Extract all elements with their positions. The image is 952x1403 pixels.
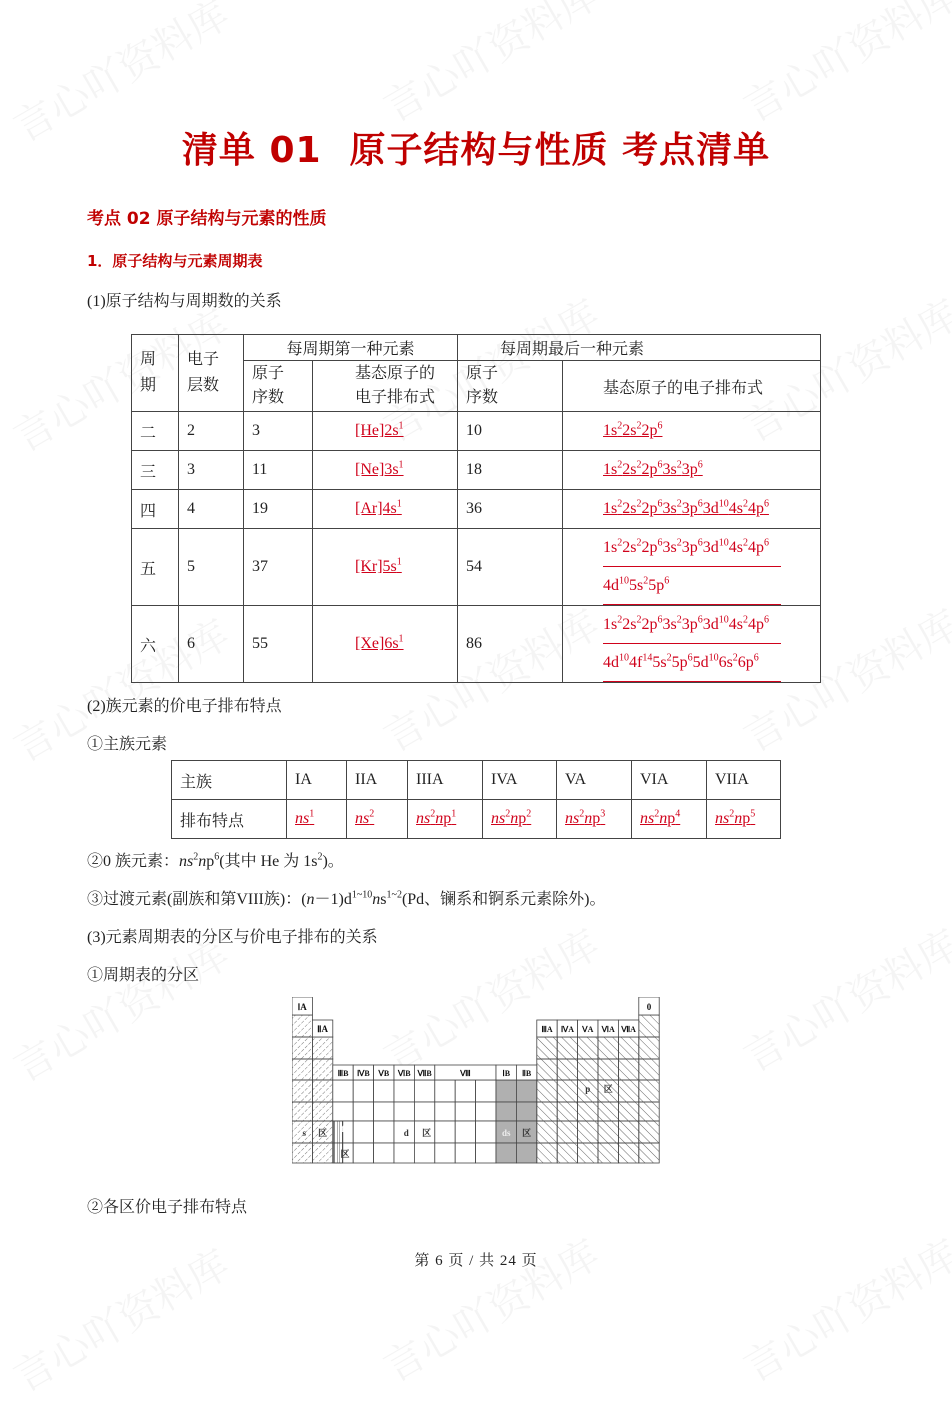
p-block-cell [598,1037,618,1059]
cell-first-config [313,529,458,606]
p-block-cell [639,1037,659,1059]
last-config-line: $1s^22s^22p^63s^23p^63d^{10}4s^24p^6$ [603,606,781,644]
group-label-0: 0 [646,1002,652,1012]
group-label-b: ⅤB [378,1069,390,1078]
group-label-IIA: ⅡA [317,1024,329,1034]
p-block-cell [639,1121,659,1143]
first-config: $[Ne]3s^1$ [355,459,404,478]
group-config: $ns^2$ [347,800,408,839]
ds-block-cell [516,1102,536,1121]
d-block-cell [455,1102,475,1121]
cell-last-z: 86 [458,606,563,683]
group-header: IA [287,761,347,800]
group-header: VIIA [707,761,781,800]
cell-first-config [313,606,458,683]
watermark [732,914,952,1083]
cell-last-config [563,606,821,683]
p-block-cell [639,1059,659,1080]
table-row [132,606,821,683]
d-block-cell [476,1121,496,1143]
cell-shells: 2 [179,412,244,451]
s-block-cell [312,1059,332,1080]
p-block-cell [557,1037,577,1059]
group-config: $ns^2np^4$ [632,800,707,839]
group-label-IA: ⅠA [297,1002,307,1012]
ds-block-cell [516,1080,536,1102]
cell-first-z: 37 [244,529,313,606]
d-block-cell [374,1121,394,1143]
s-block-cell [312,1102,332,1121]
cell-first-config [313,451,458,490]
zone-label: 区 [522,1128,532,1138]
group-label-b: ⅣB [357,1069,370,1078]
last-config-line: $1s^22s^22p^6$ [603,420,663,439]
p-block-cell [578,1143,598,1163]
p-block-cell [557,1121,577,1143]
p-block-cell [557,1059,577,1080]
table-row [132,490,821,529]
p-block-cell [618,1121,638,1143]
p-block-cell [578,1102,598,1121]
cell-period: 六 [132,606,179,683]
cell-period: 三 [132,451,179,490]
header-first-element: 每周期第一种元素 [244,335,458,361]
cell-last-z: 36 [458,490,563,529]
cell-last-config [563,412,821,451]
paragraph-transition: ③过渡元素(副族和第VIII族)：$(n-1)d^{1\sim 10}ns^{1\sim 2}(Pd$、镧系和锕系元素除外)。 [87,889,606,908]
d-block-cell [333,1102,353,1121]
zone-label: 区 [340,1149,350,1159]
first-config: $[Xe]6s^1$ [355,633,404,652]
s-block-cell [292,1037,312,1059]
p-block-cell [578,1059,598,1080]
cell-first-z: 11 [244,451,313,490]
p-block-cell [598,1059,618,1080]
group-header: VIA [632,761,707,800]
d-block-cell [374,1102,394,1121]
s-block-cell [292,1143,312,1163]
cell-shells: 6 [179,606,244,683]
row-label-config: 排布特点 [172,800,287,839]
section-heading: 考点 02 原子结构与元素的性质 [87,209,327,229]
group-config: $ns^2np^3$ [557,800,632,839]
page-title [0,122,952,173]
periodic-table-blocks-diagram [292,997,662,1165]
d-block-cell [374,1143,394,1163]
cell-first-z: 3 [244,412,313,451]
header-z-first: 原子序数 [244,361,313,412]
d-block-cell [394,1080,414,1102]
cell-first-config [313,490,458,529]
group-config: $ns^1$ [287,800,347,839]
ds-block-cell [516,1143,536,1163]
block-label-ds: ds [501,1128,511,1138]
p-block-cell [557,1080,577,1102]
zone-label: 区 [422,1128,432,1138]
paragraph: (2)族元素的价电子排布特点 [87,698,282,715]
p-block-cell [618,1102,638,1121]
s-block-cell [292,1059,312,1080]
watermark [372,0,608,133]
d-block-cell [353,1143,373,1163]
d-block-cell [476,1102,496,1121]
group-header: IIA [347,761,408,800]
group-config: $ns^2np^5$ [707,800,781,839]
block-label-s: s [302,1128,306,1138]
p-block-cell [598,1102,618,1121]
p-block-cell [618,1143,638,1163]
p-block-cell [598,1121,618,1143]
period-table [131,334,821,683]
title-part2: 原子结构与性质 考点清单 [349,130,771,171]
s-block-cell [292,1015,312,1037]
subsection-heading: 1．原子结构与元素周期表 [87,252,263,270]
d-block-cell [455,1143,475,1163]
ds-block-cell [496,1080,516,1102]
ds-block-cell [496,1143,516,1163]
p-block-cell [618,1037,638,1059]
s-block-cell [292,1080,312,1102]
header-period: 周期 [132,335,179,412]
group-label-a: ⅣA [560,1025,574,1034]
block-label-d: d [403,1128,409,1138]
group-label-a: ⅤA [582,1025,594,1034]
paragraph: (1)原子结构与周期数的关系 [87,293,282,310]
first-config: $[Ar]4s^1$ [355,498,402,517]
group-label-b: ⅦB [417,1069,432,1078]
p-block-cell [537,1121,557,1143]
group-label-a: ⅦA [621,1025,636,1034]
p-block-cell [598,1143,618,1163]
s-block-cell [312,1080,332,1102]
first-config: $[He]2s^1$ [355,420,404,439]
p-block-cell [639,1015,659,1037]
p-block-cell [557,1143,577,1163]
header-z-last: 原子序数 [458,361,563,412]
p-block-cell [639,1080,659,1102]
cell-period: 五 [132,529,179,606]
header-config-first: 基态原子的电子排布式 [313,361,458,412]
block-label-f: f [341,1124,345,1134]
d-block-cell [455,1121,475,1143]
cell-last-z: 54 [458,529,563,606]
paragraph: (3)元素周期表的分区与价电子排布的关系 [87,929,378,946]
last-config-line: $1s^22s^22p^63s^23p^6$ [603,459,703,478]
d-block-cell [353,1102,373,1121]
d-block-cell [353,1080,373,1102]
group-config: $ns^2np^2$ [483,800,557,839]
watermark [2,924,238,1093]
group-label-a: ⅥA [601,1025,615,1034]
ds-block-cell [496,1102,516,1121]
cell-last-z: 10 [458,412,563,451]
d-block-cell [435,1080,455,1102]
p-block-cell [557,1102,577,1121]
d-block-cell [414,1080,434,1102]
s-block-cell [292,1102,312,1121]
block-label-p: p [585,1084,591,1094]
cell-shells: 3 [179,451,244,490]
last-config-line: $4d^{10}5s^25p^6$ [603,567,781,605]
d-block-cell [333,1080,353,1102]
cell-first-z: 55 [244,606,313,683]
paragraph: ①周期表的分区 [87,967,200,984]
title-part1: 清单 01 [181,130,322,171]
paragraph: ①主族元素 [87,736,168,753]
group-label-b: Ⅷ [460,1069,471,1078]
group-label-b: ⅠB [502,1069,511,1078]
cell-last-z: 18 [458,451,563,490]
first-config: $[Kr]5s^1$ [355,556,402,575]
table-row [132,529,821,606]
cell-last-config [563,451,821,490]
group-label-b: ⅥB [397,1069,411,1078]
p-block-cell [618,1080,638,1102]
d-block-cell [435,1102,455,1121]
d-block-cell [394,1102,414,1121]
cell-first-z: 19 [244,490,313,529]
p-block-cell [578,1121,598,1143]
watermark [732,0,952,133]
d-block-cell [414,1143,434,1163]
d-block-cell [435,1143,455,1163]
cell-last-config [563,529,821,606]
zone-label: 区 [603,1084,613,1094]
p-block-cell [618,1059,638,1080]
group-label-b: ⅢB [337,1069,349,1078]
cell-last-config [563,490,821,529]
cell-period: 二 [132,412,179,451]
main-group-table [171,760,781,839]
cell-period: 四 [132,490,179,529]
d-block-cell [435,1121,455,1143]
table-row [132,451,821,490]
s-block-cell [312,1037,332,1059]
last-config-line: $1s^22s^22p^63s^23p^63d^{10}4s^24p^6$ [603,498,769,517]
p-block-cell [578,1037,598,1059]
group-header: IIIA [408,761,483,800]
paragraph: ②各区价电子排布特点 [87,1199,248,1216]
p-block-cell [639,1102,659,1121]
s-block-cell [312,1143,332,1163]
group-header: VA [557,761,632,800]
last-config-line: $1s^22s^22p^63s^23p^63d^{10}4s^24p^6$ [603,529,781,567]
group-config: $ns^2np^1$ [408,800,483,839]
d-block-cell [353,1121,373,1143]
p-block-cell [537,1102,557,1121]
table-row [132,412,821,451]
cell-shells: 5 [179,529,244,606]
last-config-line: $4d^{10}4f^{14}5s^25p^65d^{10}6s^26p^6$ [603,644,781,682]
row-label-group: 主族 [172,761,287,800]
p-block-cell [537,1080,557,1102]
d-block-cell [394,1143,414,1163]
paragraph-group-0: ②0 族元素：$ns^2np^6$(其中 He 为 $1s^2$)。 [87,851,344,870]
d-block-cell [414,1102,434,1121]
p-block-cell [537,1143,557,1163]
p-block-cell [537,1059,557,1080]
group-label-a: ⅢA [541,1025,553,1034]
cell-first-config [313,412,458,451]
p-block-cell [639,1143,659,1163]
group-label-b: ⅡB [521,1069,532,1078]
d-block-cell [374,1080,394,1102]
p-block-cell [537,1037,557,1059]
header-shells: 电子层数 [179,335,244,412]
zone-label: 区 [318,1128,328,1138]
group-header: IVA [483,761,557,800]
page-footer: 第 6 页 / 共 24 页 [414,1253,538,1269]
cell-shells: 4 [179,490,244,529]
header-config-last: 基态原子的电子排布式 [563,361,821,412]
header-last-element: 每周期最后一种元素 [458,335,821,361]
d-block-cell [455,1080,475,1102]
d-block-cell [476,1143,496,1163]
d-block-cell [476,1080,496,1102]
